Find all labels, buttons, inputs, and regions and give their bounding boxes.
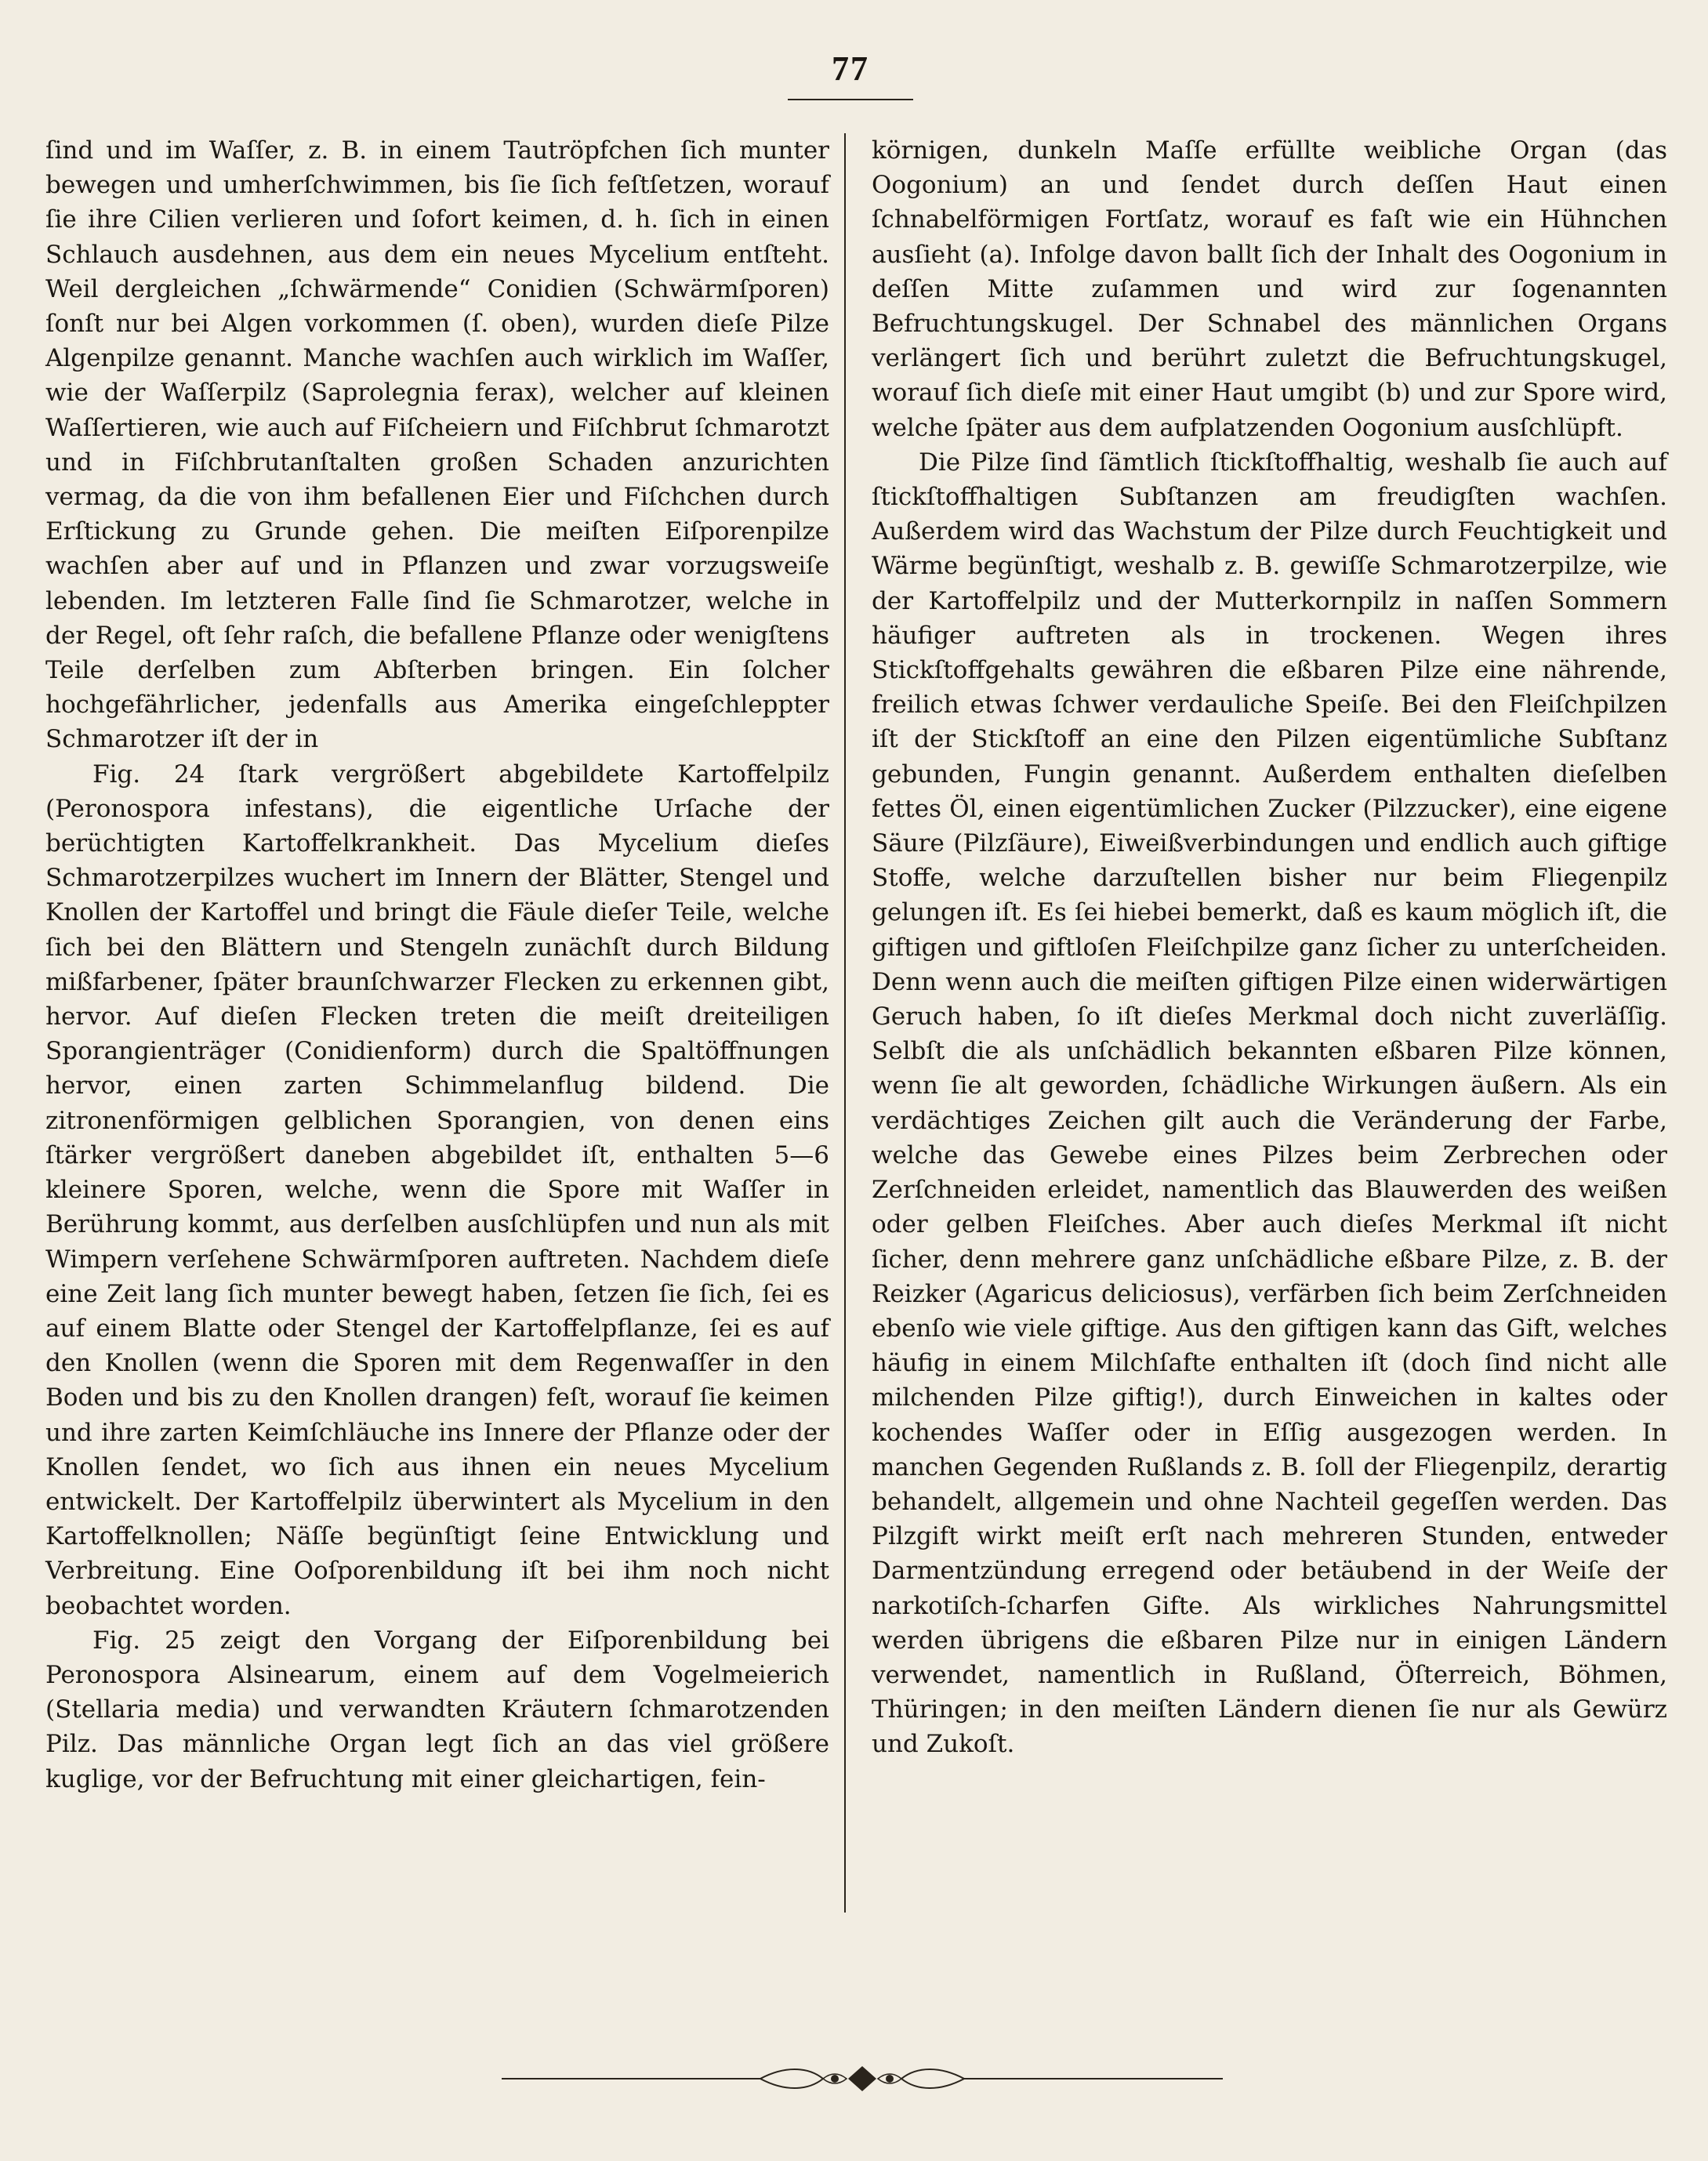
column-divider	[844, 133, 846, 1913]
paragraph: körnigen, dunkeln Maſſe erfüllte weibliche Organ (das Oogonium) an und ſendet durch deſſen Haut einen ſchnabelförmigen Fortſatz, worauf es faſt wie ein Hühnchen ausſieht (a). Infolge davon ballt ſich der Inhalt des Oogonium in deſſen Mitte zuſammen und wird zur ſogenannten Befruchtungskugel. Der Schnabel des männlichen Organs verlängert ſich und berührt zuletzt die Befruchtungskugel, worauf ſich dieſe mit einer Haut umgibt (b) und zur Spore wird, welche ſpäter aus dem aufplatzenden Oogonium ausſchlüpft.	[872, 136, 1667, 442]
page-number-rule	[788, 99, 913, 100]
paragraph: Fig. 24 ſtark vergrößert abgebildete Kartoffelpilz (Peronospora infestans), die eigentliche Urſache der berüchtigten Kartoffelkrankheit. Das Mycelium dieſes Schmarotzerpilzes wuchert im Innern der Blätter, Stengel und Knollen der Kartoffel und bringt die Fäule dieſer Teile, welche ſich bei den Blättern und Stengeln zunächſt durch Bildung mißfarbener, ſpäter braunſchwarzer Flecken zu erkennen gibt, hervor. Auf dieſen Flecken treten die meiſt dreiteiligen Sporangienträger (Conidienform) durch die Spaltöffnungen hervor, einen zarten Schimmelanflug bildend. Die zitronenförmigen gelblichen Sporangien, von denen eins ſtärker vergrößert daneben abgebildet iſt, enthalten 5—6 kleinere Sporen, welche, wenn die Spore mit Waſſer in Berührung kommt, aus derſelben ausſchlüpfen und nun als mit Wimpern verſehene Schwärmſporen auftreten. Nachdem dieſe eine Zeit lang ſich munter bewegt haben, ſetzen ſie ſich, ſei es auf einem Blatte oder Stengel der Kartoffelpflanze, ſei es auf den Knollen (wenn die Sporen mit dem Regenwaſſer in den Boden und bis zu den Knollen drangen) feſt, worauf ſie keimen und ihre zarten Keimſchläuche ins Innere der Pflanze oder der Knollen ſendet, wo ſich aus ihnen ein neues Mycelium entwickelt. Der Kartoffelpilz überwintert als Mycelium in den Kartoffelknollen; Näſſe begünſtigt ſeine Entwicklung und Verbreitung. Eine Ooſporenbildung iſt bei ihm noch nicht beobachtet worden.	[45, 760, 829, 1620]
paragraph: ſind und im Waſſer, z. B. in einem Tautröpfchen ſich munter bewegen und umherſchwimmen, bis ſie ſich feſtſetzen, worauf ſie ihre Cilien verlieren und ſofort keimen, d. h. ſich in einen Schlauch ausdehnen, aus dem ein neues Mycelium entſteht. Weil dergleichen „ſchwärmende“ Conidien (Schwärmſporen) ſonſt nur bei Algen vorkommen (ſ. oben), wurden dieſe Pilze Algenpilze genannt. Manche wachſen auch wirklich im Waſſer, wie der Waſſerpilz (Saprolegnia ferax), welcher auf kleinen Waſſertieren, wie auch auf Fiſcheiern und Fiſchbrut ſchmarotzt und in Fiſchbrutanſtalten großen Schaden anzurichten vermag, da die von ihm befallenen Eier und Fiſchchen durch Erſtickung zu Grunde gehen. Die meiſten Eiſporenpilze wachſen aber auf und in Pflanzen und zwar vorzugsweiſe lebenden. Im letzteren Falle ſind ſie Schmarotzer, welche in der Regel, oft ſehr raſch, die befallene Pflanze oder wenigſtens Teile derſelben zum Abſterben bringen. Ein ſolcher hochgefährlicher, jedenfalls aus Amerika eingeſchleppter Schmarotzer iſt der in	[45, 136, 829, 754]
page-number: 77	[832, 49, 869, 88]
paragraph: Fig. 25 zeigt den Vorgang der Eiſporenbildung bei Peronospora Alsinearum, einem auf dem Vogelmeierich (Stellaria media) und verwandten Kräutern ſchmarotzenden Pilz. Das männliche Organ legt ſich an das viel größere kuglige, vor der Befruchtung mit einer gleichartigen, fein-	[45, 1626, 829, 1793]
left-column	[45, 133, 829, 1797]
right-column	[872, 133, 1667, 1762]
ornament-divider	[502, 2063, 1223, 2094]
paragraph: Die Pilze ſind ſämtlich ſtickſtoffhaltig, weshalb ſie auch auf ſtickſtoffhaltigen Subſtanzen am freudigſten wachſen. Außerdem wird das Wachstum der Pilze durch Feuchtigkeit und Wärme begünſtigt, weshalb z. B. gewiſſe Schmarotzerpilze, wie der Kartoffelpilz und der Mutterkornpilz in naſſen Sommern häufiger auftreten als in trockenen. Wegen ihres Stickſtoffgehalts gewähren die eßbaren Pilze eine nährende, freilich etwas ſchwer verdauliche Speiſe. Bei den Fleiſchpilzen iſt der Stickſtoff an eine den Pilzen eigentümliche Subſtanz gebunden, Fungin genannt. Außerdem enthalten dieſelben fettes Öl, einen eigentümlichen Zucker (Pilzzucker), eine eigene Säure (Pilzſäure), Eiweißverbindungen und endlich auch giftige Stoffe, welche darzuſtellen bisher nur beim Fliegenpilz gelungen iſt. Es ſei hiebei bemerkt, daß es kaum möglich iſt, die giftigen und giftloſen Fleiſchpilze ganz ſicher zu unterſcheiden. Denn wenn auch die meiſten giftigen Pilze einen widerwärtigen Geruch haben, ſo iſt dieſes Merkmal doch nicht zuverläſſig. Selbſt die als unſchädlich bekannten eßbaren Pilze können, wenn ſie alt geworden, ſchädliche Wirkungen äußern. Als ein verdächtiges Zeichen gilt auch die Veränderung der Farbe, welche das Gewebe eines Pilzes beim Zerbrechen oder Zerſchneiden erleidet, namentlich das Blauwerden des weißen oder gelben Fleiſches. Aber auch dieſes Merkmal iſt nicht ſicher, denn mehrere ganz unſchädliche eßbare Pilze, z. B. der Reizker (Agaricus deliciosus), verfärben ſich beim Zerſchneiden ebenſo wie viele giftige. Aus den giftigen kann das Gift, welches häufig in einem Milchſafte enthalten iſt (doch ſind nicht alle milchenden Pilze giftig!), durch Einweichen in kaltes oder kochendes Waſſer oder in Eſſig ausgezogen werden. In manchen Gegenden Rußlands z. B. ſoll der Fliegenpilz, derartig behandelt, allgemein und ohne Nachteil gegeſſen werden. Das Pilzgift wirkt meiſt erſt nach mehreren Stunden, entweder Darmentzündung erregend oder betäubend in der Weiſe der narkotiſch-ſcharfen Gifte. Als wirkliches Nahrungsmittel werden übrigens die eßbaren Pilze nur in einigen Ländern verwendet, namentlich in Rußland, Öſterreich, Böhmen, Thüringen; in den meiſten Ländern dienen ſie nur als Gewürz und Zukoſt.	[872, 448, 1667, 1759]
